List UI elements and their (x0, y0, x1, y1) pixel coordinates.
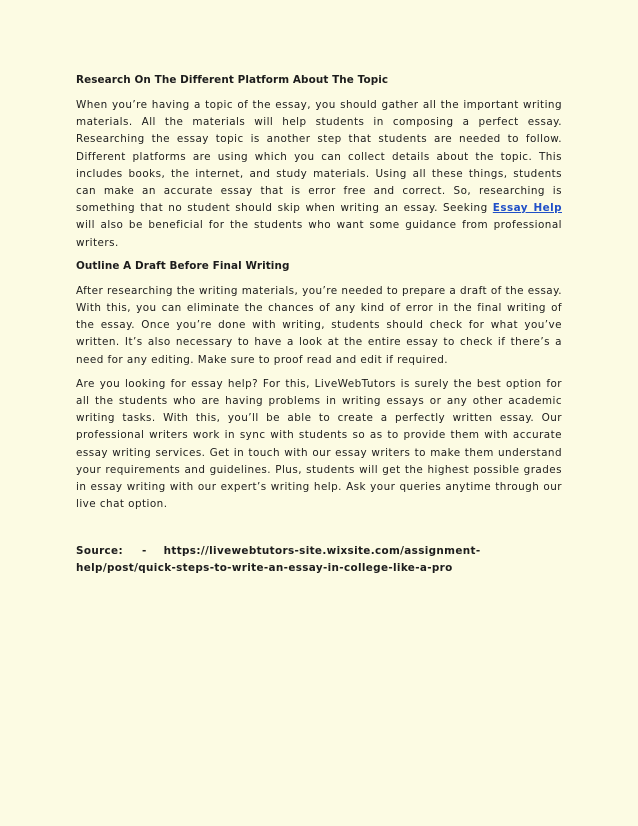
outline-paragraph: After researching the writing materials, you’re needed to prepare a draft of the essay. With this, you can eliminate the chances of any kind of error in the final writing of the essay. Once you’re done with writing, students should check for what you’ve written. It’s also necessary to have a look at the entire essay to check if there’s a need for any editing. Make sure to proof read and edit if required. (76, 284, 562, 366)
source-line (76, 543, 562, 577)
section-heading-outline: Outline A Draft Before Final Writing (76, 259, 290, 272)
research-paragraph-text-end: will also be beneficial for the students who want some guidance from professional writers. (76, 219, 562, 249)
research-paragraph-text: When you’re having a topic of the essay, you should gather all the important writing materials. All the materials will help students in composing a perfect essay. Researching the essay topic is another step that students are needed to follow. Different platforms are using which you can collect details about the topic. This includes books, the internet, and study materials. Using all these things, students can make an accurate essay that is error free and correct. So, researching is something that no student should skip when writing an essay. Seeking (76, 99, 562, 215)
source-label: Source: (76, 545, 123, 558)
research-paragraph (76, 97, 562, 252)
essay-help-link[interactable]: Essay Help (492, 202, 562, 215)
section-heading-research: Research On The Different Platform About The Topic (76, 74, 389, 86)
essay-help-paragraph: Are you looking for essay help? For this, LiveWebTutors is surely the best option for all the students who are having problems in writing essays or any other academic writing tasks. With this, you’ll be able to create a perfectly written essay. Our professional writers work in sync with students so as to provide them with accurate essay writing services. Get in touch with our essay writers to make them understand your requirements and guidelines. Plus, students will get the highest possible grades in essay writing with our expert’s writing help. Ask your queries anytime through our live chat option. (76, 377, 562, 511)
source-separator: - (141, 545, 147, 558)
source-url[interactable]: https://livewebtutors-site.wixsite.com/assignment-help/post/quick-steps-to-write-an-essay-in-college-like-a-pro (76, 545, 481, 575)
